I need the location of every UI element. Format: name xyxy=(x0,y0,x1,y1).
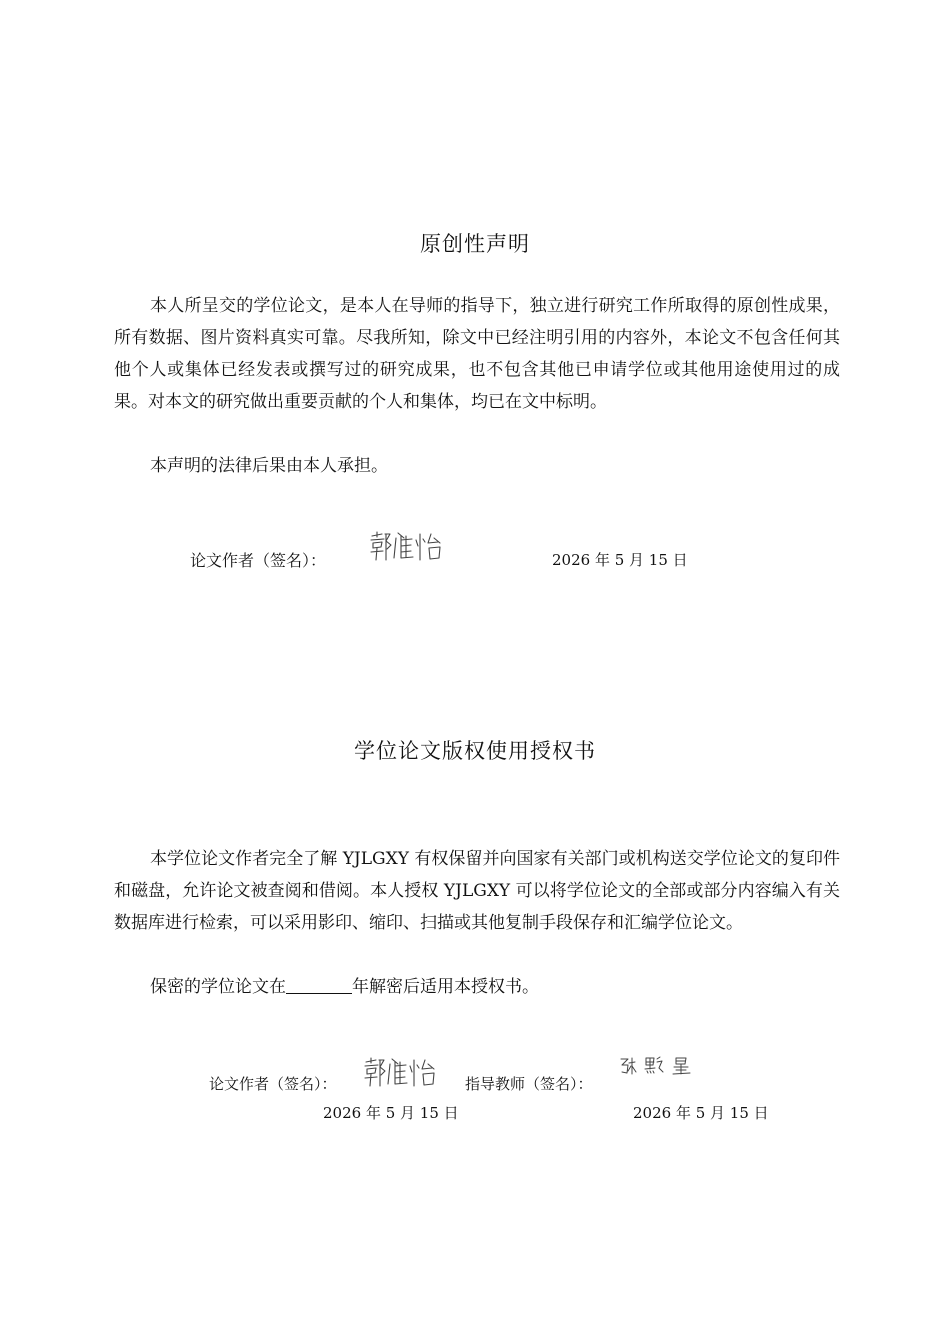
authorization-paragraph: 本学位论文作者完全了解 YJLGXY 有权保留并向国家有关部门或机构送交学位论文的复印件和磁盘，允许论文被查阅和借阅。本人授权 YJLGXY 可以将学位论文的全部或部分内容编入有关数据库进行检索，可以采用影印、缩印、扫描或其他复制手段保存和汇编学位论文。 xyxy=(114,849,840,933)
secrecy-years-blank xyxy=(286,977,352,994)
secrecy-text-before: 保密的学位论文在 xyxy=(150,977,286,997)
authorization-author-date: 2026 年 5 月 15 日 xyxy=(323,1104,459,1122)
authorization-advisor-signature xyxy=(618,1054,694,1080)
authorization-title: 学位论文版权使用授权书 xyxy=(354,739,596,763)
declaration-paragraph: 本人所呈交的学位论文，是本人在导师的指导下，独立进行研究工作所取得的原创性成果，所有数据、图片资料真实可靠。尽我所知，除文中已经注明引用的内容外，本论文不包含任何其他个人或集体已经发表或撰写过的研究成果，也不包含其他已申请学位或其他用途使用过的成果。对本文的研究做出重要贡献的个人和集体，均已在文中标明。 xyxy=(114,296,840,412)
declaration-author-label: 论文作者（签名）： xyxy=(190,551,327,570)
authorization-advisor-label: 指导教师（签名）： xyxy=(465,1075,593,1093)
declaration-author-signature xyxy=(368,530,454,566)
authorization-author-signature xyxy=(360,1056,450,1092)
authorization-author-label: 论文作者（签名）： xyxy=(209,1075,337,1093)
authorization-advisor-date: 2026 年 5 月 15 日 xyxy=(633,1104,769,1122)
authorization-secrecy-paragraph xyxy=(114,971,840,1003)
secrecy-text-after: 年解密后适用本授权书。 xyxy=(352,977,539,997)
declaration-title: 原创性声明 xyxy=(420,232,530,256)
declaration-legal-paragraph: 本声明的法律后果由本人承担。 xyxy=(150,456,388,476)
declaration-date: 2026 年 5 月 15 日 xyxy=(552,551,688,569)
